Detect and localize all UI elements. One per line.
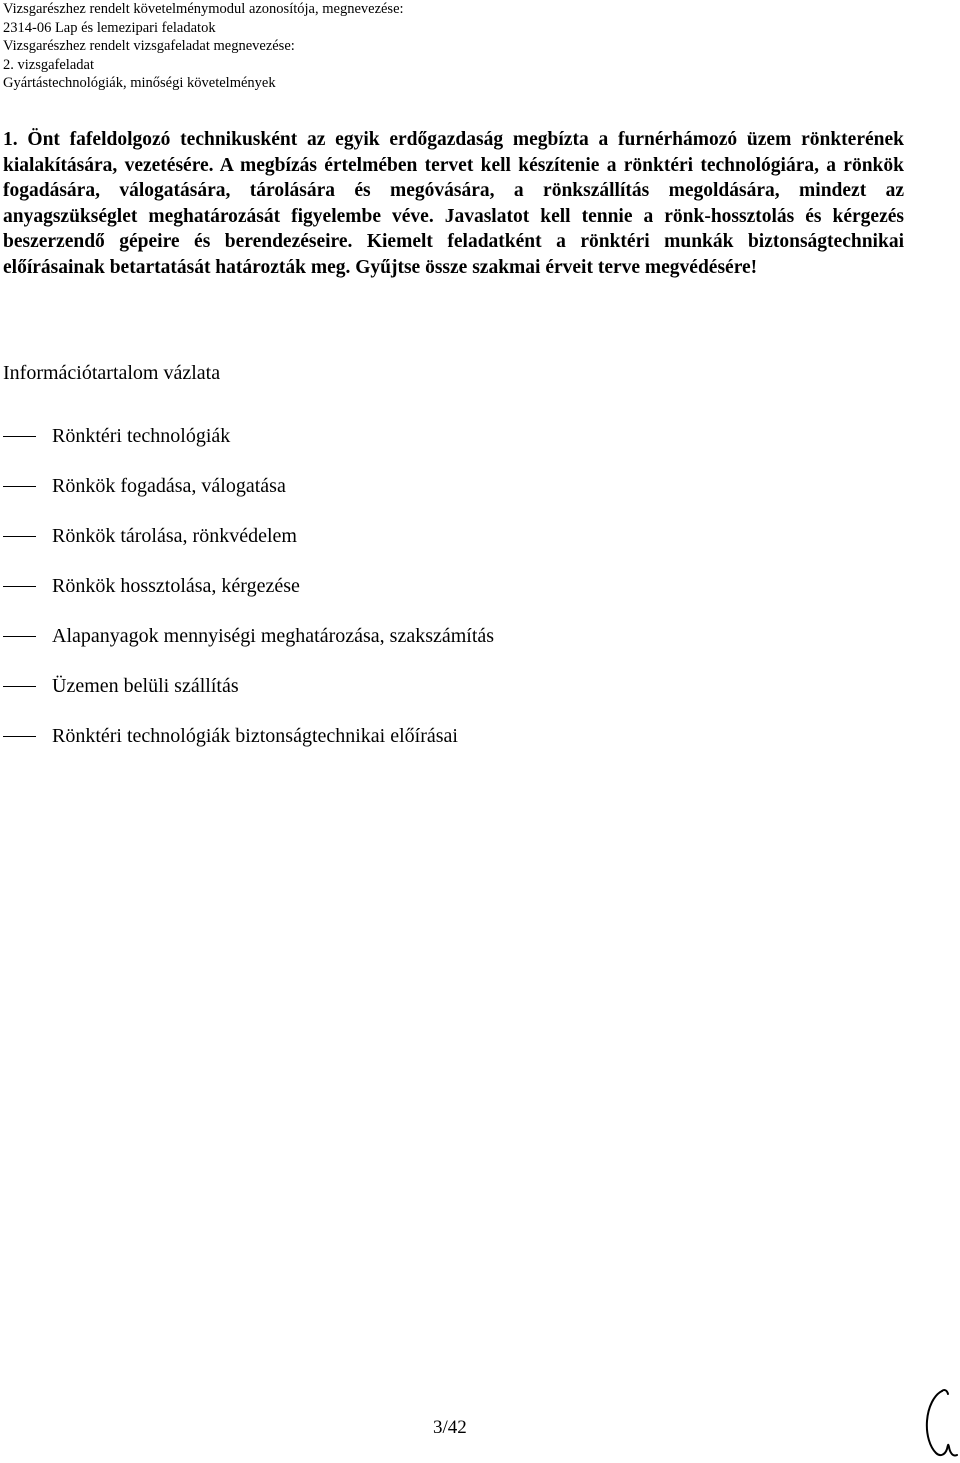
signature-icon: [920, 1385, 960, 1463]
list-item: [3, 673, 903, 723]
outline-list: [3, 423, 903, 773]
page-number: 3/42: [433, 1417, 467, 1438]
header-line-task-name: Gyártástechnológiák, minőségi követelmények: [3, 75, 276, 92]
dash-bullet-icon: [3, 623, 52, 649]
header-line-task-label: Vizsgarészhez rendelt vizsgafeladat megnevezése:: [3, 38, 295, 55]
list-item-text: Alapanyagok mennyiségi meghatározása, szakszámítás: [52, 625, 495, 647]
list-item: [3, 473, 903, 523]
list-item-text: Rönkök tárolása, rönkvédelem: [52, 525, 297, 547]
dash-bullet-icon: [3, 723, 52, 749]
list-item: [3, 423, 903, 473]
dash-bullet-icon: [3, 673, 52, 699]
dash-bullet-icon: [3, 473, 52, 499]
list-item: [3, 723, 903, 773]
header-line-module-label: Vizsgarészhez rendelt követelménymodul azonosítója, megnevezése:: [3, 1, 404, 17]
document-header: [3, 0, 903, 93]
list-item-text: Üzemen belüli szállítás: [52, 675, 239, 697]
list-item: [3, 623, 903, 673]
dash-bullet-icon: [3, 423, 52, 449]
list-item: [3, 573, 903, 623]
list-item-text: Rönkök hossztolása, kérgezése: [52, 575, 300, 597]
task-description: 1. Önt fafeldolgozó technikusként az egyik erdőgazdaság megbízta a furnérhámozó üzem rönkterének kialakítására, vezetésére. A megbízás értelmében tervet kell készítenie a rönktéri technológiára, a rönkök fogadására, válogatására, tárolására és megóvására, a rönkszállítás megoldására, mindezt az anyagszükséglet meghatározását figyelembe véve. Javaslatot kell tennie a rönk-hossztolás és kérgezés beszerzendő gépeire és berendezéseire. Kiemelt feladatként a rönktéri munkák biztonságtechnikai előírásainak betartatását határozták meg. Gyűjtse össze szakmai érveit terve megvédésére!: [3, 129, 904, 278]
list-item-text: Rönkök fogadása, válogatása: [52, 475, 286, 497]
list-item-text: Rönktéri technológiák biztonságtechnikai előírásai: [52, 725, 458, 747]
list-item: [3, 523, 903, 573]
list-item-text: Rönktéri technológiák: [52, 425, 231, 447]
header-line-module-id: 2314-06 Lap és lemezipari feladatok: [3, 19, 216, 36]
dash-bullet-icon: [3, 573, 52, 599]
dash-bullet-icon: [3, 523, 52, 549]
header-line-task-number: 2. vizsgafeladat: [3, 56, 94, 73]
outline-title: Információtartalom vázlata: [3, 362, 221, 384]
